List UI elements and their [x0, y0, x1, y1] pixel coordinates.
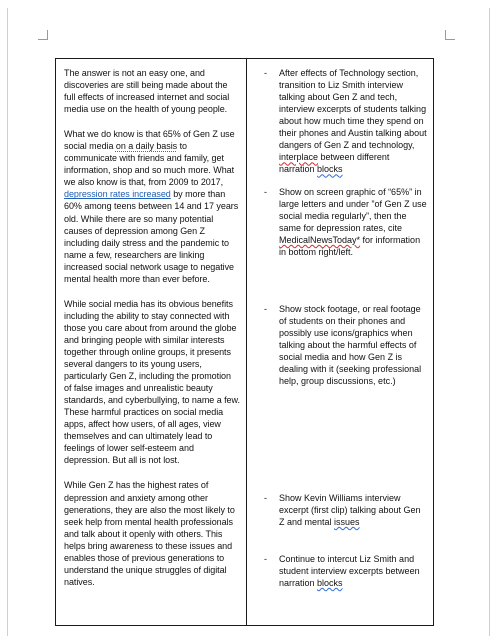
grammar-flag-blocks-1[interactable]: blocks: [317, 164, 343, 175]
narration-paragraph-3-text: While social media has its obvious benefits including the ability to stay connected with those you care about from around the globe and bringing people with similar interests together through online groups, it presents several dangers to its young users, particularly Gen Z, including the promotion of false images and unrealistic beauty standards, and cyberbullying, to name a few. These harmful practices on social media apps, affect how users, of all ages, view themselves and can ultimately lead to feelings of lower self-esteem and depression. But all is not lost.: [64, 298, 240, 466]
spell-error-interplace[interactable]: interplace: [279, 152, 319, 163]
narration-column: [56, 59, 247, 625]
narration-paragraph-1: [64, 67, 240, 115]
note-2-text-a: Show on screen graphic of “65%” in large letters and under ”of Gen Z use social media regularly”, then the same for depression rates, cite: [279, 187, 427, 234]
production-notes-column: [247, 59, 433, 625]
spell-error-medicalnewstoday[interactable]: MedicalNewsToday*: [279, 235, 361, 246]
p2-text-d: by more than 60% among teens between 14 and 17 years old. While there are so many potential causes of depression among Gen Z including daily stress and the pandemic to name a few, researchers are linking increased social network usage to negative mental health more than ever before.: [64, 189, 239, 284]
production-note-1: [264, 67, 427, 175]
production-note-5: [264, 553, 427, 589]
crop-mark-top-left: [38, 30, 48, 40]
production-note-3: [264, 303, 427, 387]
grammar-flag-daily-basis[interactable]: on a daily basis: [115, 141, 178, 152]
bullet-dash: -: [264, 187, 267, 197]
note-1-text-a: After effects of Technology section, transition to Liz Smith interview talking about Gen Z and tech, interview excerpts of students talking about how much time they spend on their phones and Austin talking about dangers of Gen Z and technology,: [279, 68, 427, 151]
p2-text-a: What we do know is that 65% of Gen Z use social media: [64, 129, 235, 152]
note-2-text-c: for information in bottom right/left.: [279, 235, 421, 258]
bullet-dash: -: [264, 68, 267, 78]
narration-paragraph-4: [64, 479, 240, 587]
production-note-2: [264, 186, 427, 258]
grammar-flag-blocks-2[interactable]: blocks: [317, 578, 343, 589]
grammar-flag-issues[interactable]: issues: [334, 517, 360, 528]
note-3-text: Show stock footage, or real footage of students on their phones and possibly use icons/graphics when talking about the harmful effects of social media and how Gen Z is dealing with it (seeking professional help, group discussions, etc.): [279, 304, 422, 387]
note-5-text-a: Continue to intercut Liz Smith and student interview excerpts between narration: [279, 554, 420, 589]
note-1-text-c: between different narration: [279, 152, 390, 175]
bullet-dash: -: [264, 304, 267, 314]
narration-paragraph-1-text: The answer is not an easy one, and discoveries are still being made about the full effects of increased internet and social media use on the health of young people.: [64, 68, 230, 115]
p2-text-c: to communicate with friends and family, get information, shop and so much more. What we also know is that, from 2009 to 2017,: [64, 141, 235, 188]
crop-mark-top-right: [445, 30, 455, 40]
narration-paragraph-4-text: While Gen Z has the highest rates of depression and anxiety among other generations, they are also the most likely to seek help from mental health professionals and talk about it openly with others. This helps bring awareness to these issues and enables those of previous generations to understand the unique struggles of digital natives.: [64, 480, 235, 587]
narration-paragraph-3: [64, 298, 240, 467]
page-edge-right: [489, 8, 490, 636]
depression-rates-link[interactable]: depression rates increased: [64, 189, 171, 200]
production-note-4: [264, 492, 427, 528]
bullet-dash: -: [264, 493, 267, 503]
narration-paragraph-2: [64, 128, 240, 285]
note-4-text-a: Show Kevin Williams interview excerpt (first clip) talking about Gen Z and mental: [279, 493, 421, 528]
script-table: [55, 58, 434, 626]
page-edge-left: [7, 8, 8, 636]
bullet-dash: -: [264, 554, 267, 564]
